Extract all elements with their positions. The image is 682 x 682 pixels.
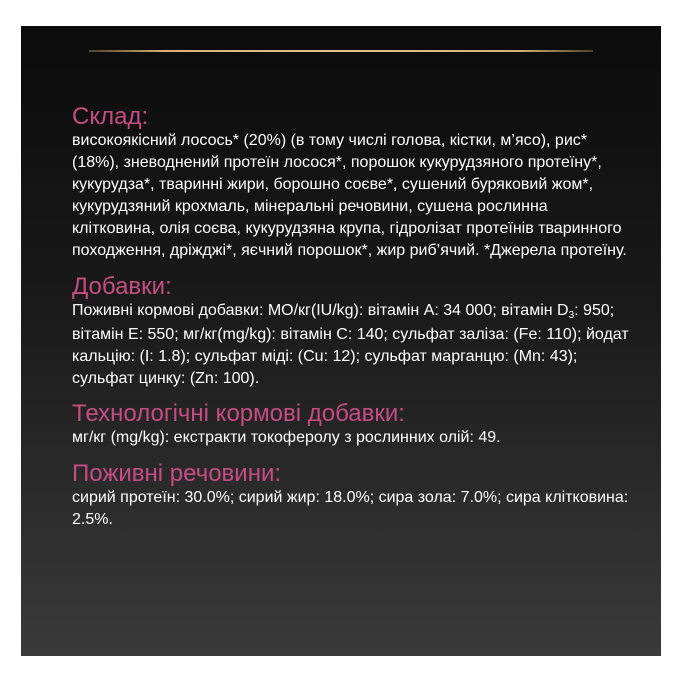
technological-additives-title: Технологічні кормові добавки: <box>72 400 405 427</box>
additives-text <box>72 300 632 390</box>
ingredients-panel <box>21 26 661 656</box>
additives-title: Добавки: <box>72 273 172 300</box>
composition-title: Склад: <box>72 103 149 130</box>
technological-additives-text: мг/кг (mg/kg): екстракти токоферолу з рослинних олій: 49. <box>72 429 501 446</box>
nutrients-title: Поживні речовини: <box>72 460 282 487</box>
nutrients-text: сирий протеїн: 30.0%; сирий жир: 18.0%; сира зола: 7.0%; сира клітковина: 2.5%. <box>72 489 629 528</box>
ingredients-content <box>72 104 632 531</box>
composition-text: високоякісний лосось* (20%) (в тому числі голова, кістки, м’ясо), рис* (18%), зневоднений протеїн лосося*, порошок кукурудзяного протеїну*, кукурудза*, тваринні жири, борошно соєве*, сушений буряковий жом*, кукурудзяний крохмаль, мінеральні речовини, сушена рослинна клітковина, олія соєва, кукурудзяна крупа, гідролізат протеїнів тваринного походження, дріжджі*, яєчний порошок*, жир риб’ячий. *Джерела протеїну. <box>72 132 627 259</box>
gold-divider <box>89 50 593 52</box>
vitamin-d-subscript: 3 <box>568 310 575 321</box>
additives-text-part2: : 950; вітамін Е: 550; мг/кг(mg/kg): вітамін С: 140; сульфат заліза: (Fe: 110); йодат кальцію: (I: 1.8); сульфат міді: (Cu: 12); сульфат марганцю: (Mn: 43); сульфат цинку: (Zn: 100). <box>72 302 629 387</box>
additives-text-part1: Поживні кормові добавки: МО/кг(IU/kg): вітамін А: 34 000; вітамін D <box>72 302 569 319</box>
